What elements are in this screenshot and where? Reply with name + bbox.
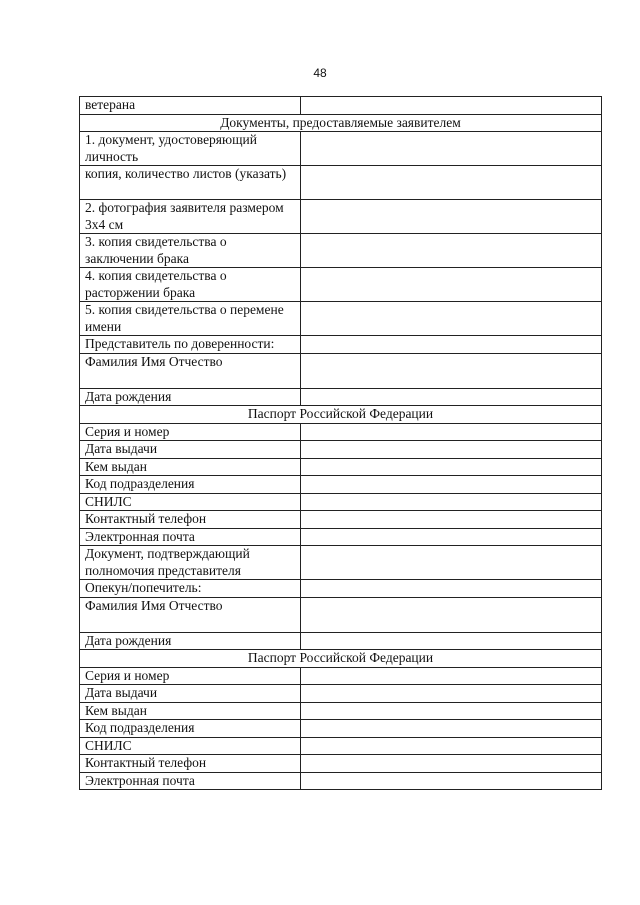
section-header: Паспорт Российской Федерации xyxy=(80,650,602,668)
section-header-row xyxy=(80,114,602,132)
field-value-cell[interactable] xyxy=(301,580,602,598)
form-row xyxy=(80,546,602,580)
form-row xyxy=(80,702,602,720)
field-value-cell[interactable] xyxy=(301,353,602,388)
form-row xyxy=(80,685,602,703)
field-label: СНИЛС xyxy=(80,737,301,755)
form-row xyxy=(80,388,602,406)
field-label: копия, количество листов (указать) xyxy=(80,166,301,200)
field-label: 1. документ, удостоверяющий личность xyxy=(80,132,301,166)
field-value-cell[interactable] xyxy=(301,720,602,738)
field-value-cell[interactable] xyxy=(301,423,602,441)
field-label: Фамилия Имя Отчество xyxy=(80,597,301,632)
field-value-cell[interactable] xyxy=(301,685,602,703)
field-value-cell[interactable] xyxy=(301,97,602,115)
field-value-cell[interactable] xyxy=(301,632,602,650)
form-row xyxy=(80,667,602,685)
field-label: Дата рождения xyxy=(80,388,301,406)
form-row xyxy=(80,166,602,200)
field-label: Электронная почта xyxy=(80,528,301,546)
field-label: Код подразделения xyxy=(80,720,301,738)
field-value-cell[interactable] xyxy=(301,511,602,529)
field-label: Фамилия Имя Отчество xyxy=(80,353,301,388)
form-row xyxy=(80,493,602,511)
form-row xyxy=(80,302,602,336)
field-value-cell[interactable] xyxy=(301,200,602,234)
section-header: Документы, предоставляемые заявителем xyxy=(80,114,602,132)
field-value-cell[interactable] xyxy=(301,234,602,268)
field-value-cell[interactable] xyxy=(301,132,602,166)
field-value-cell[interactable] xyxy=(301,388,602,406)
field-label: Кем выдан xyxy=(80,458,301,476)
form-row xyxy=(80,423,602,441)
form-row xyxy=(80,755,602,773)
field-label: 3. копия свидетельства о заключении брака xyxy=(80,234,301,268)
form-row xyxy=(80,528,602,546)
field-value-cell[interactable] xyxy=(301,268,602,302)
form-row xyxy=(80,200,602,234)
section-header-row xyxy=(80,650,602,668)
field-value-cell[interactable] xyxy=(301,302,602,336)
field-value-cell[interactable] xyxy=(301,702,602,720)
page-number: 48 xyxy=(313,66,327,80)
field-label: Контактный телефон xyxy=(80,755,301,773)
field-value-cell[interactable] xyxy=(301,667,602,685)
field-label: 4. копия свидетельства о расторжении брака xyxy=(80,268,301,302)
form-row xyxy=(80,458,602,476)
form-row xyxy=(80,511,602,529)
field-value-cell[interactable] xyxy=(301,336,602,354)
section-header: Паспорт Российской Федерации xyxy=(80,406,602,424)
field-label: Документ, подтверждающий полномочия представителя xyxy=(80,546,301,580)
field-value-cell[interactable] xyxy=(301,476,602,494)
field-label: ветерана xyxy=(80,97,301,115)
form-row xyxy=(80,720,602,738)
form-row xyxy=(80,580,602,598)
form-row xyxy=(80,97,602,115)
field-label: Дата рождения xyxy=(80,632,301,650)
field-value-cell[interactable] xyxy=(301,755,602,773)
field-label: Серия и номер xyxy=(80,667,301,685)
field-label: Электронная почта xyxy=(80,772,301,790)
form-body xyxy=(80,97,602,790)
field-label: Кем выдан xyxy=(80,702,301,720)
form-row xyxy=(80,737,602,755)
field-label: Представитель по доверенности: xyxy=(80,336,301,354)
field-label: Опекун/попечитель: xyxy=(80,580,301,598)
field-value-cell[interactable] xyxy=(301,458,602,476)
form-row xyxy=(80,234,602,268)
field-value-cell[interactable] xyxy=(301,441,602,459)
field-label: Дата выдачи xyxy=(80,441,301,459)
form-row xyxy=(80,268,602,302)
section-header-row xyxy=(80,406,602,424)
field-label: Серия и номер xyxy=(80,423,301,441)
form-row xyxy=(80,353,602,388)
field-label: СНИЛС xyxy=(80,493,301,511)
field-value-cell[interactable] xyxy=(301,737,602,755)
form-row xyxy=(80,772,602,790)
form-row xyxy=(80,441,602,459)
field-value-cell[interactable] xyxy=(301,546,602,580)
field-value-cell[interactable] xyxy=(301,772,602,790)
field-value-cell[interactable] xyxy=(301,166,602,200)
form-row xyxy=(80,632,602,650)
field-value-cell[interactable] xyxy=(301,597,602,632)
field-label: 5. копия свидетельства о перемене имени xyxy=(80,302,301,336)
form-row xyxy=(80,132,602,166)
field-label: Дата выдачи xyxy=(80,685,301,703)
field-label: Контактный телефон xyxy=(80,511,301,529)
form-row xyxy=(80,597,602,632)
field-label: Код подразделения xyxy=(80,476,301,494)
field-value-cell[interactable] xyxy=(301,528,602,546)
form-row xyxy=(80,336,602,354)
field-value-cell[interactable] xyxy=(301,493,602,511)
field-label: 2. фотография заявителя размером 3х4 см xyxy=(80,200,301,234)
application-form-table xyxy=(79,96,602,790)
form-row xyxy=(80,476,602,494)
